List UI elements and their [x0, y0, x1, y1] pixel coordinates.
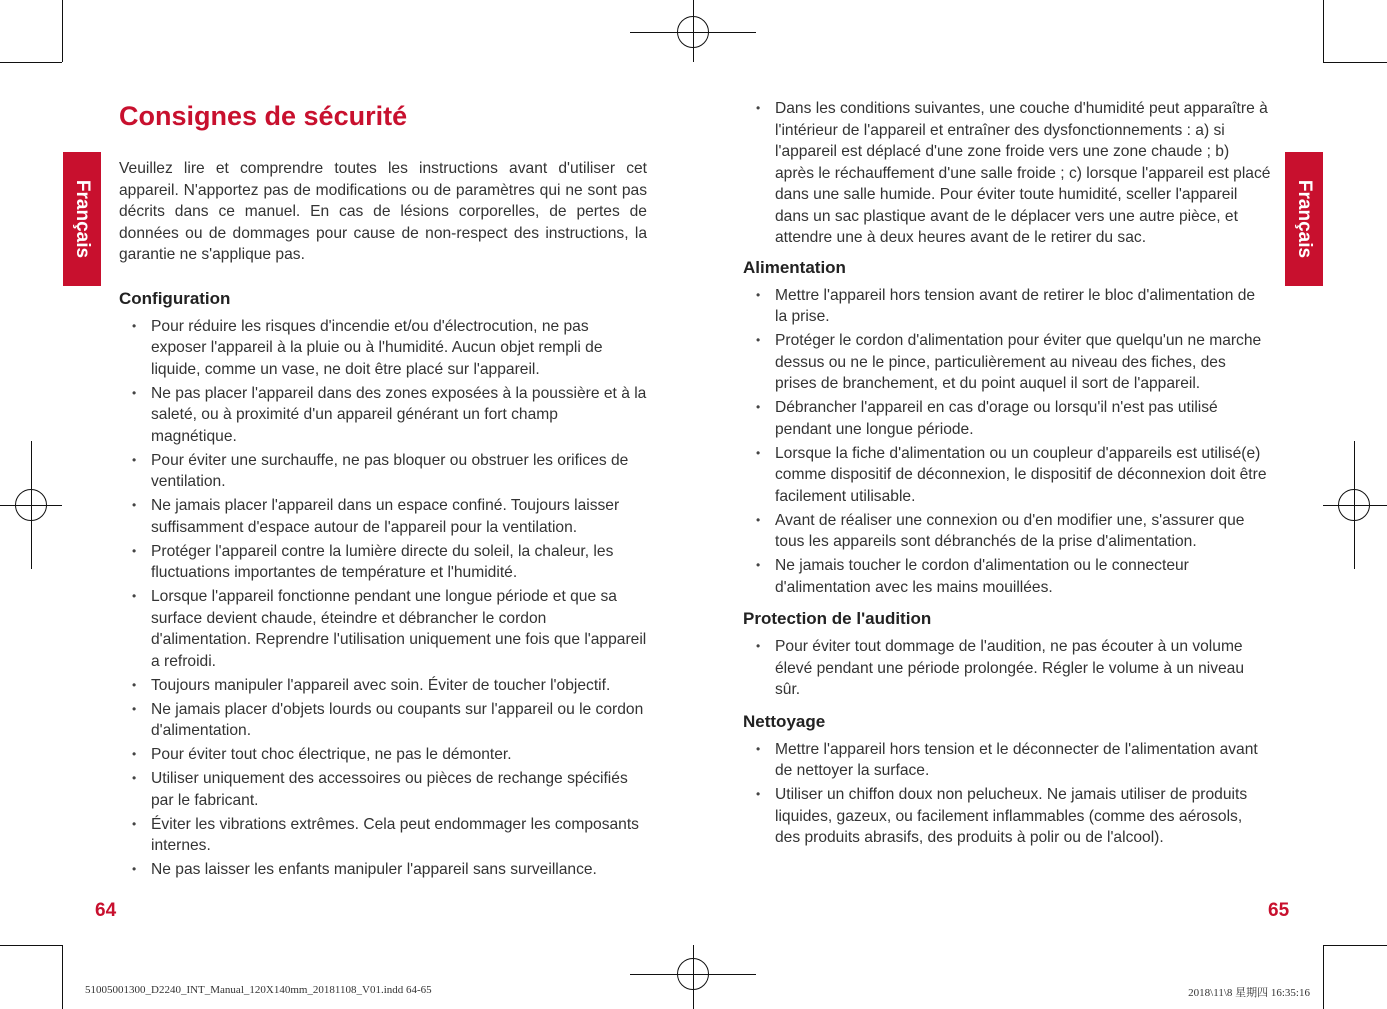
continued-list: [743, 98, 1271, 249]
cleaning-list: [743, 739, 1271, 849]
list-item: • Avant de réaliser une connexion ou d'en modifier une, s'assurer que tous les appareils sont débranchés de la prise d'alimentation.: [743, 510, 1271, 553]
list-item: • Protéger l'appareil contre la lumière directe du soleil, la chaleur, les fluctuations importantes de température et l'humidité.: [119, 541, 647, 584]
list-item: • Pour éviter une surchauffe, ne pas bloquer ou obstruer les orifices de ventilation.: [119, 450, 647, 493]
list-item: • Éviter les vibrations extrêmes. Cela peut endommager les composants internes.: [119, 814, 647, 857]
language-tab-right: [1285, 152, 1323, 286]
page-number-right: 65: [1268, 900, 1290, 921]
list-item: • Pour réduire les risques d'incendie et/ou d'électrocution, ne pas exposer l'appareil à la pluie ou à l'humidité. Aucun objet rempli de liquide, comme un vase, ne doit être placé sur l'appareil.: [119, 316, 647, 381]
language-tab-left: [63, 152, 101, 286]
page-number-left: 64: [95, 900, 117, 921]
list-item: • Ne jamais placer d'objets lourds ou coupants sur l'appareil ou le cordon d'alimentation.: [119, 699, 647, 742]
section-heading-configuration: Configuration: [119, 288, 231, 308]
list-item: • Dans les conditions suivantes, une couche d'humidité peut apparaître à l'intérieur de l'appareil et entraîner des dysfonctionnements : a) si l'appareil est déplacé d'une zone froide vers une zone chaude ; b) après le réchauffement d'une salle froide ; c) lorsque l'appareil est placé dans une salle humide. Pour éviter toute humidité, sceller l'appareil dans un sac plastique avant de le déplacer vers une autre pièce, et attendre une à deux heures avant de le retirer du sac.: [743, 98, 1271, 249]
list-item: • Toujours manipuler l'appareil avec soin. Éviter de toucher l'objectif.: [119, 675, 647, 697]
list-item: • Utiliser un chiffon doux non pelucheux. Ne jamais utiliser de produits liquides, gazeux, ou facilement inflammables (comme des aérosols, des produits abrasifs, des produits à polir ou de l'alcool).: [743, 784, 1271, 849]
section-heading-cleaning: Nettoyage: [743, 711, 826, 731]
list-item: • Utiliser uniquement des accessoires ou pièces de rechange spécifiés par le fabricant.: [119, 768, 647, 811]
language-tab-label: Français: [1294, 179, 1315, 259]
list-item: • Protéger le cordon d'alimentation pour éviter que quelqu'un ne marche dessus ou ne le pince, particulièrement au niveau des fiches, des prises de branchement, et du point auquel il sort de l'appareil.: [743, 330, 1271, 395]
language-tab-label: Français: [72, 179, 93, 259]
list-item: • Pour éviter tout choc électrique, ne pas le démonter.: [119, 744, 647, 766]
list-item: • Lorsque la fiche d'alimentation ou un coupleur d'appareils est utilisé(e) comme dispositif de déconnexion, le dispositif de déconnexion doit être facilement utilisable.: [743, 443, 1271, 508]
list-item: • Ne jamais placer l'appareil dans un espace confiné. Toujours laisser suffisamment d'espace autour de l'appareil pour la ventilation.: [119, 495, 647, 538]
list-item: • Mettre l'appareil hors tension avant de retirer le bloc d'alimentation de la prise.: [743, 285, 1271, 328]
print-slug-timestamp: 2018\11\8 星期四 16:35:16: [1188, 987, 1310, 999]
alimentation-list: [743, 285, 1271, 599]
hearing-protection-list: [743, 636, 1271, 701]
list-item: • Ne pas placer l'appareil dans des zones exposées à la poussière et à la saleté, ou à proximité d'un appareil générant un fort champ magnétique.: [119, 383, 647, 448]
list-item: • Ne jamais toucher le cordon d'alimentation ou le connecteur d'alimentation avec les mains mouillées.: [743, 555, 1271, 598]
left-page-content: [119, 98, 647, 883]
list-item: • Mettre l'appareil hors tension et le déconnecter de l'alimentation avant de nettoyer la surface.: [743, 739, 1271, 782]
page-title: Consignes de sécurité: [119, 101, 408, 131]
right-page-content: [743, 98, 1271, 851]
configuration-list: [119, 316, 647, 881]
list-item: • Pour éviter tout dommage de l'audition, ne pas écouter à un volume élevé pendant une période prolongée. Régler le volume à un niveau sûr.: [743, 636, 1271, 701]
section-heading-alimentation: Alimentation: [743, 257, 846, 277]
print-slug-filename: 51005001300_D2240_INT_Manual_120X140mm_20181108_V01.indd 64-65: [85, 984, 432, 996]
list-item: • Lorsque l'appareil fonctionne pendant une longue période et que sa surface devient chaude, éteindre et débrancher le cordon d'alimentation. Reprendre l'utilisation uniquement une fois que l'appareil a refroidi.: [119, 586, 647, 672]
list-item: • Ne pas laisser les enfants manipuler l'appareil sans surveillance.: [119, 859, 647, 881]
list-item: • Débrancher l'appareil en cas d'orage ou lorsqu'il n'est pas utilisé pendant une longue période.: [743, 397, 1271, 440]
section-heading-hearing-protection: Protection de l'audition: [743, 609, 932, 628]
intro-paragraph: Veuillez lire et comprendre toutes les instructions avant d'utiliser cet appareil. N'apportez pas de modifications ou de paramètres qui ne sont pas décrits dans ce manuel. En cas de lésions corporelles, de pertes de données ou de dommages pour cause de non-respect des instructions, la garantie ne s'applique pas.: [119, 160, 647, 263]
